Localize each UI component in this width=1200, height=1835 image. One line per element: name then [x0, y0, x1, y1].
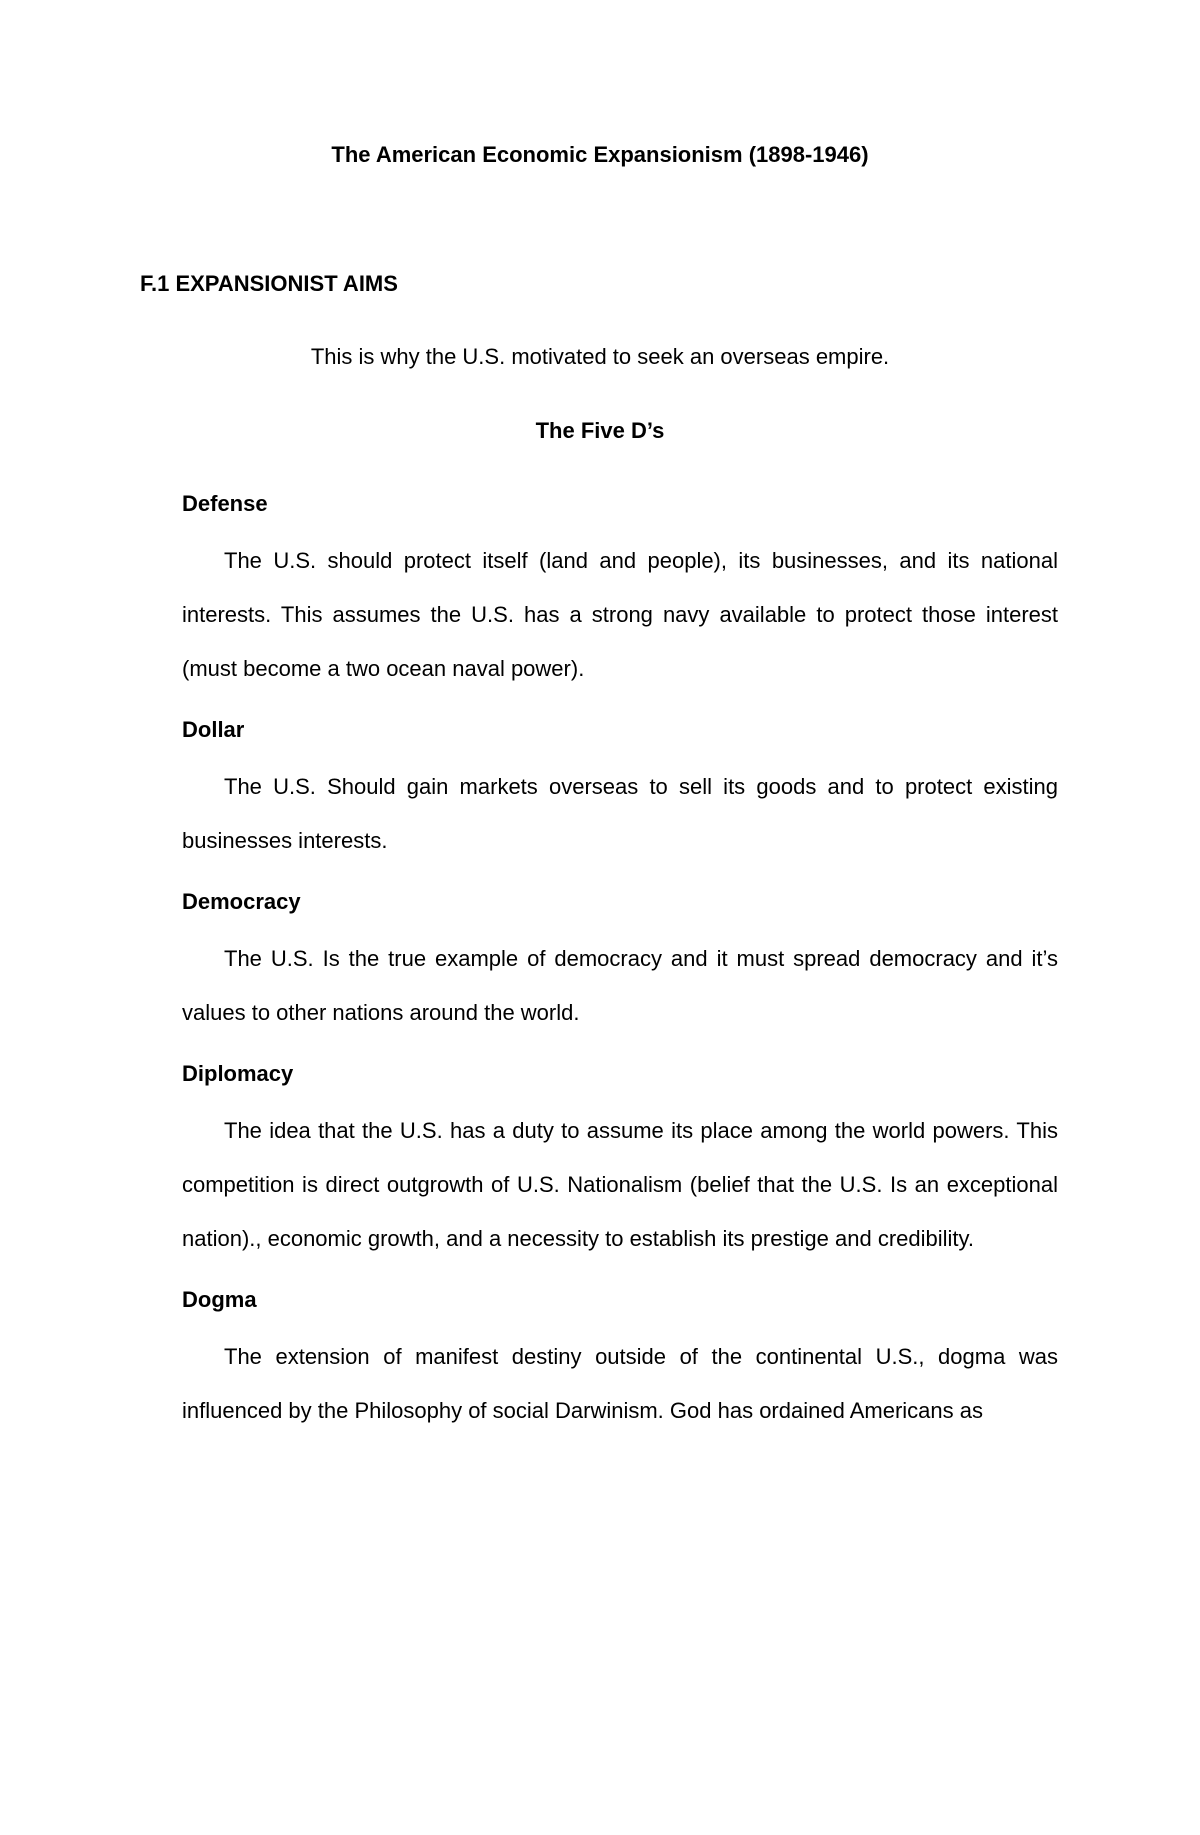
topic-text-diplomacy: The idea that the U.S. has a duty to assume its place among the world powers. This competition is direct outgrowth of U.S. Nationalism (belief that the U.S. Is an exceptional nation)., economic growth, and a necessity to establish its prestige and credibility.: [182, 1118, 1058, 1251]
topic-text-democracy: The U.S. Is the true example of democracy and it must spread democracy and it’s values to other nations around the world.: [182, 946, 1058, 1025]
subtitle-five-ds: The Five D’s: [535, 418, 665, 443]
document-body: [182, 490, 1058, 1458]
topic-text-defense: The U.S. should protect itself (land and people), its businesses, and its national interests. This assumes the U.S. has a strong navy available to protect those interest (must become a two ocean naval power).: [182, 548, 1058, 681]
topic-heading-democracy: Democracy: [182, 889, 301, 914]
section-heading: F.1 EXPANSIONIST AIMS: [140, 271, 398, 296]
topic-heading-dogma: Dogma: [182, 1287, 257, 1312]
intro-text: This is why the U.S. motivated to seek an overseas empire.: [310, 344, 890, 369]
topic-heading-dollar: Dollar: [182, 717, 245, 742]
topic-text-dogma: The extension of manifest destiny outside of the continental U.S., dogma was influenced by the Philosophy of social Darwinism. God has ordained Americans as: [182, 1344, 1058, 1423]
topic-text-dollar: The U.S. Should gain markets overseas to sell its goods and to protect existing businesses interests.: [182, 774, 1058, 853]
document-title: The American Economic Expansionism (1898-1946): [331, 142, 869, 167]
topic-heading-diplomacy: Diplomacy: [182, 1061, 294, 1086]
topic-heading-defense: Defense: [182, 491, 268, 516]
